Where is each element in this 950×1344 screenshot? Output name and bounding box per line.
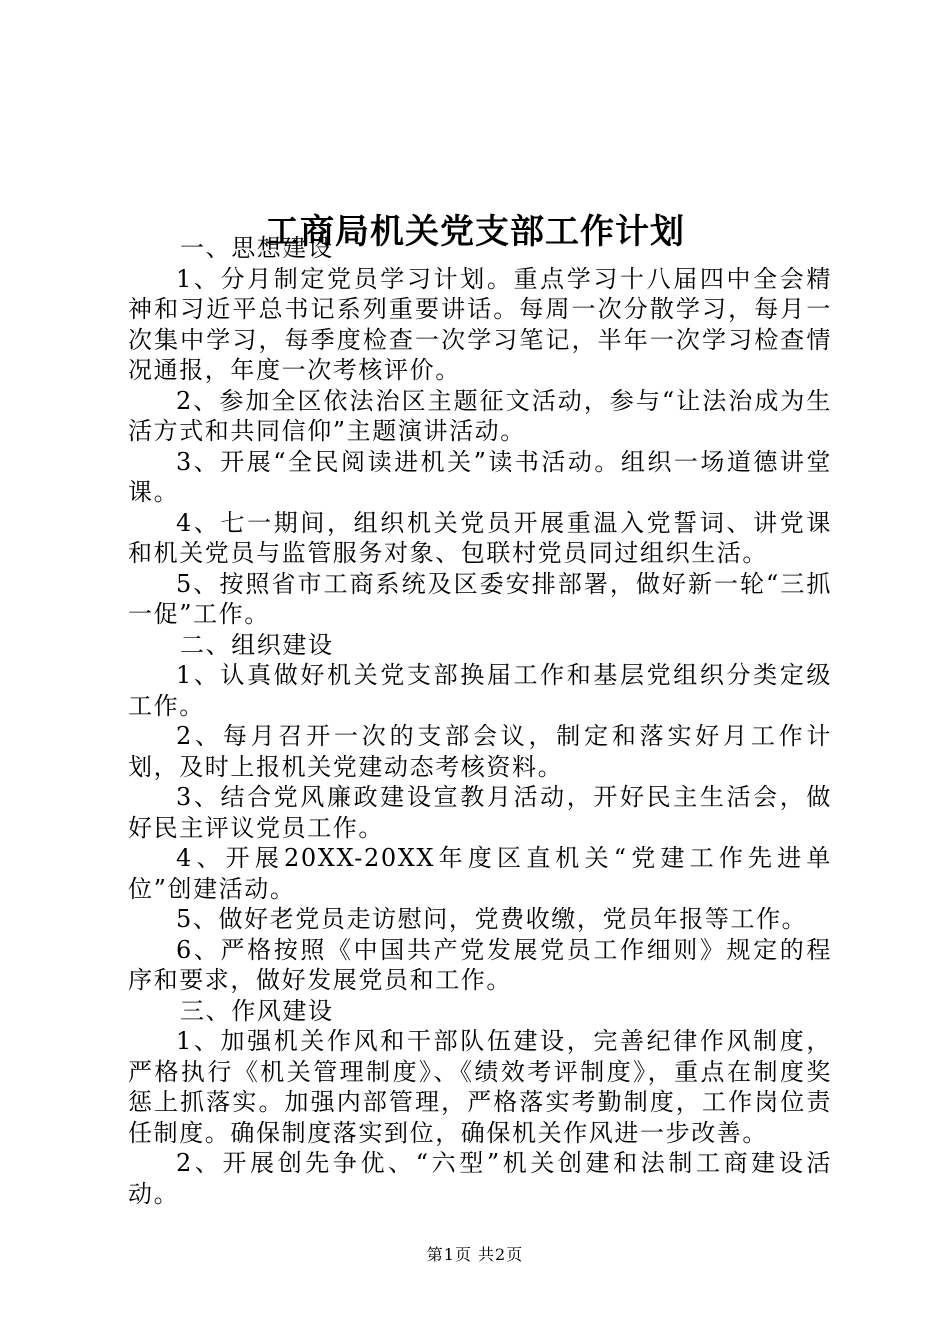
paragraph: 6、严格按照《中国共产党发展党员工作细则》规定的程序和要求，做好发展党员和工作。	[128, 935, 832, 994]
paragraph: 2、参加全区依法治区主题征文活动，参与“让法治成为生活方式和共同信仰”主题演讲活动。	[128, 386, 832, 445]
paragraph: 1、认真做好机关党支部换届工作和基层党组织分类定级工作。	[128, 661, 832, 720]
page-number-footer: 第1页 共2页	[426, 1245, 524, 1264]
paragraph: 4、七一期间，组织机关党员开展重温入党誓词、讲党课和机关党员与监管服务对象、包联村党员同过组织生活。	[128, 508, 832, 567]
section-heading-work-style: 三、作风建设	[180, 996, 334, 1025]
document-body	[128, 233, 832, 1209]
document-title: 工商局机关党支部工作计划	[265, 211, 685, 252]
paragraph: 3、开展“全民阅读进机关”读书活动。组织一场道德讲堂课。	[128, 447, 832, 506]
paragraph: 4、开展20XX-20XX年度区直机关“党建工作先进单位”创建活动。	[128, 844, 832, 903]
paragraph: 1、加强机关作风和干部队伍建设，完善纪律作风制度，严格执行《机关管理制度》、《绩效考评制度》，重点在制度奖惩上抓落实。加强内部管理，严格落实考勤制度，工作岗位责任制度。确保制度落实到位，确保机关作风进一步改善。	[128, 1027, 832, 1147]
paragraph: 5、按照省市工商系统及区委安排部署，做好新一轮“三抓一促”工作。	[128, 569, 832, 628]
paragraph: 5、做好老党员走访慰问，党费收缴，党员年报等工作。	[176, 905, 808, 933]
section-heading-organization: 二、组织建设	[180, 630, 334, 659]
paragraph: 1、分月制定党员学习计划。重点学习十八届四中全会精神和习近平总书记系列重要讲话。每周一次分散学习，每月一次集中学习，每季度检查一次学习笔记，半年一次学习检查情况通报，年度一次考核评价。	[128, 264, 832, 384]
paragraph: 2、开展创先争优、“六型”机关创建和法制工商建设活动。	[128, 1149, 832, 1208]
paragraph: 3、结合党风廉政建设宣教月活动，开好民主生活会，做好民主评议党员工作。	[128, 783, 832, 842]
section-heading-ideology: 一、思想建设	[180, 234, 334, 262]
paragraph: 2、每月召开一次的支部会议，制定和落实好月工作计划，及时上报机关党建动态考核资料。	[128, 722, 832, 781]
